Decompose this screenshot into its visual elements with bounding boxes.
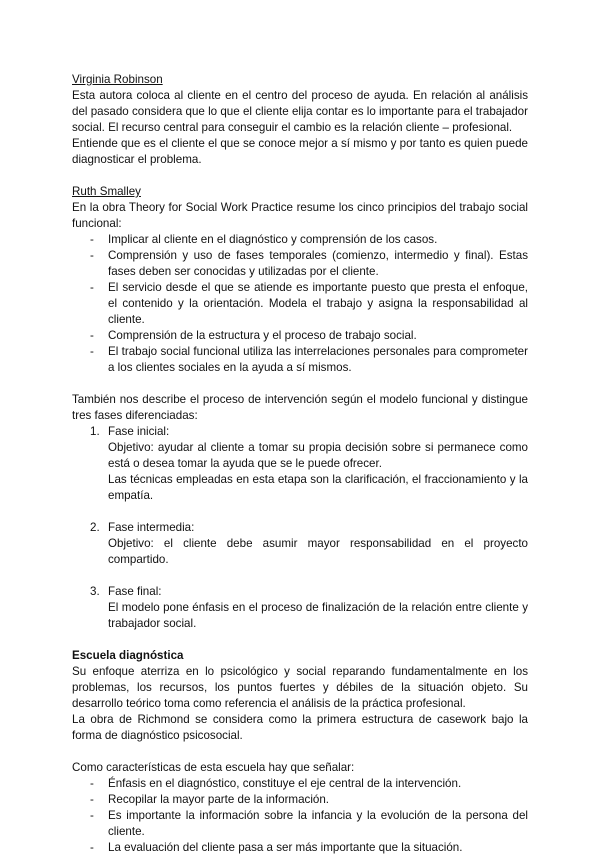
phase-title: Fase inicial: — [108, 425, 170, 438]
robinson-paragraph-1: Esta autora coloca al cliente en el centro del proceso de ayuda. En relación al análisis del pasado considera que lo que el cliente elija contar es lo importante para el trabajador social. El recurso central para conseguir el cambio es la relación cliente – profesional. — [72, 89, 528, 134]
list-item: - El servicio desde el que se atiende es importante puesto que presta el enfoque, el contenido y la orientación. Modela el trabajo y asigna la responsabilidad al cliente. — [72, 280, 528, 328]
document-page — [72, 72, 528, 856]
list-item: - Es importante la información sobre la infancia y la evolución de la persona del cliente. — [72, 808, 528, 840]
robinson-heading: Virginia Robinson — [72, 73, 163, 86]
process-intro: También nos describe el proceso de intervención según el modelo funcional y distingue tres fases diferenciadas: — [72, 393, 528, 422]
phase-number: 3. — [90, 585, 100, 598]
robinson-paragraph-2: Entiende que es el cliente el que se conoce mejor a sí mismo y por tanto es quien puede diagnosticar el problema. — [72, 137, 528, 166]
list-item: - Implicar al cliente en el diagnóstico y comprensión de los casos. — [72, 232, 528, 248]
phases-list — [72, 424, 528, 632]
list-item: - Recopilar la mayor parte de la información. — [72, 792, 528, 808]
phase-item-final — [72, 584, 528, 632]
phase-number: 1. — [90, 425, 100, 438]
list-item: - La evaluación del cliente pasa a ser más importante que la situación. — [72, 840, 528, 856]
phase-title: Fase final: — [108, 585, 162, 598]
phase-line: El modelo pone énfasis en el proceso de finalización de la relación entre cliente y trabajador social. — [108, 601, 528, 630]
phase-line: Objetivo: el cliente debe asumir mayor responsabilidad en el proyecto compartido. — [108, 537, 528, 566]
list-item: - El trabajo social funcional utiliza las interrelaciones personales para comprometer a los clientes sociales en la ayuda a sí mismos. — [72, 344, 528, 376]
diagnostica-heading: Escuela diagnóstica — [72, 649, 184, 662]
phase-item-initial — [72, 424, 528, 504]
phase-title: Fase intermedia: — [108, 521, 195, 534]
features-intro: Como características de esta escuela hay que señalar: — [72, 761, 355, 774]
smalley-intro: En la obra Theory for Social Work Practice resume los cinco principios del trabajo social funcional: — [72, 201, 528, 230]
features-list — [72, 776, 528, 856]
diagnostica-paragraph-1: Su enfoque aterriza en lo psicológico y social reparando fundamentalmente en los problemas, los recursos, los puntos fuertes y débiles de la situación objeto. Su desarrollo teórico toma como referencia el análisis de la práctica profesional. — [72, 665, 528, 710]
smalley-principles-list — [72, 232, 528, 376]
list-item: - Énfasis en el diagnóstico, constituye el eje central de la intervención. — [72, 776, 528, 792]
phase-line: Objetivo: ayudar al cliente a tomar su propia decisión sobre si permanece como está o desea tomar la ayuda que se le puede ofrecer. — [108, 441, 528, 470]
phase-number: 2. — [90, 521, 100, 534]
phase-item-intermediate — [72, 520, 528, 568]
phase-line: Las técnicas empleadas en esta etapa son la clarificación, el fraccionamiento y la empatía. — [108, 473, 528, 502]
diagnostica-paragraph-2: La obra de Richmond se considera como la primera estructura de casework bajo la forma de diagnóstico psicosocial. — [72, 713, 528, 742]
list-item: - Comprensión de la estructura y el proceso de trabajo social. — [72, 328, 528, 344]
list-item: - Comprensión y uso de fases temporales (comienzo, intermedio y final). Estas fases deben ser conocidas y utilizadas por el cliente. — [72, 248, 528, 280]
smalley-heading: Ruth Smalley — [72, 185, 141, 198]
